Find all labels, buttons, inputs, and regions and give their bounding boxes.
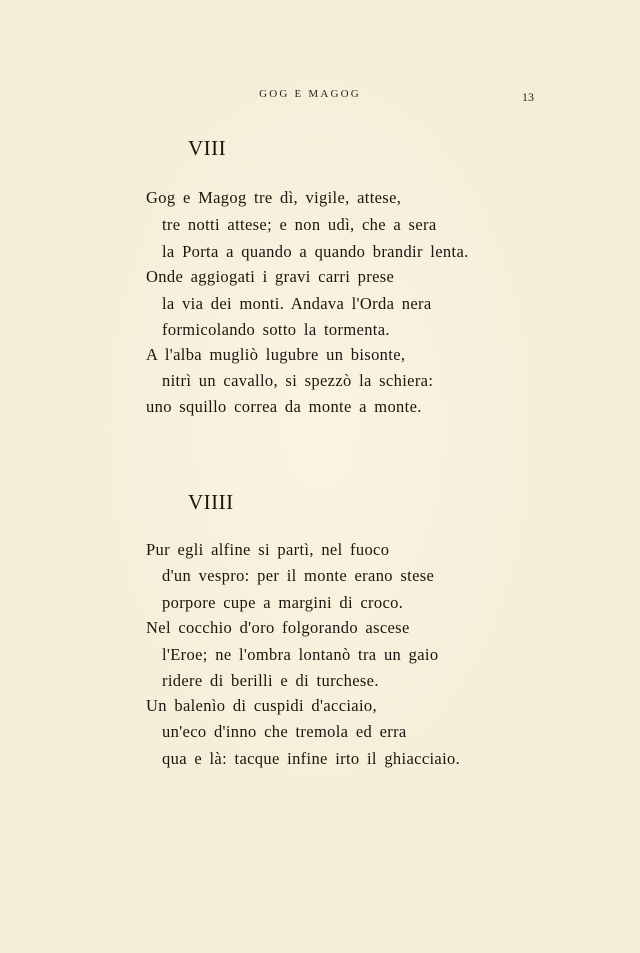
verse-line: tre notti attese; e non udì, che a sera (162, 215, 437, 234)
verse-line: Onde aggiogati i gravi carri prese (146, 267, 395, 286)
verse-line: Un balenìo di cuspidi d'acciaio, (146, 696, 377, 715)
verse-line: formicolando sotto la tormenta. (162, 320, 390, 339)
running-title: GOG E MAGOG (259, 88, 361, 100)
verse-line: Gog e Magog tre dì, vigile, attese, (146, 188, 402, 207)
page-number: 13 (522, 90, 534, 104)
verse-line: qua e là: tacque infine irto il ghiacciaio. (162, 749, 461, 768)
verse-line: la via dei monti. Andava l'Orda nera (162, 294, 432, 313)
verse-line: porpore cupe a margini di croco. (162, 593, 404, 612)
verse-line: d'un vespro: per il monte erano stese (162, 566, 435, 585)
verse-line: nitrì un cavallo, si spezzò la schiera: (162, 371, 434, 390)
verse-line: l'Eroe; ne l'ombra lontanò tra un gaio (162, 645, 439, 664)
verse-line: A l'alba mugliò lugubre un bisonte, (146, 345, 406, 364)
verse-line: ridere di berilli e di turchese. (162, 671, 379, 690)
section-title-viiii: VIIII (188, 490, 234, 514)
verse-line: la Porta a quando a quando brandir lenta. (162, 242, 469, 261)
verse-line: uno squillo correa da monte a monte. (146, 397, 422, 416)
section-title-viii: VIII (188, 136, 227, 160)
verse-line: Pur egli alfine si partì, nel fuoco (146, 540, 390, 559)
verse-line: Nel cocchio d'oro folgorando ascese (146, 618, 410, 637)
verse-line: un'eco d'inno che tremola ed erra (162, 722, 407, 741)
